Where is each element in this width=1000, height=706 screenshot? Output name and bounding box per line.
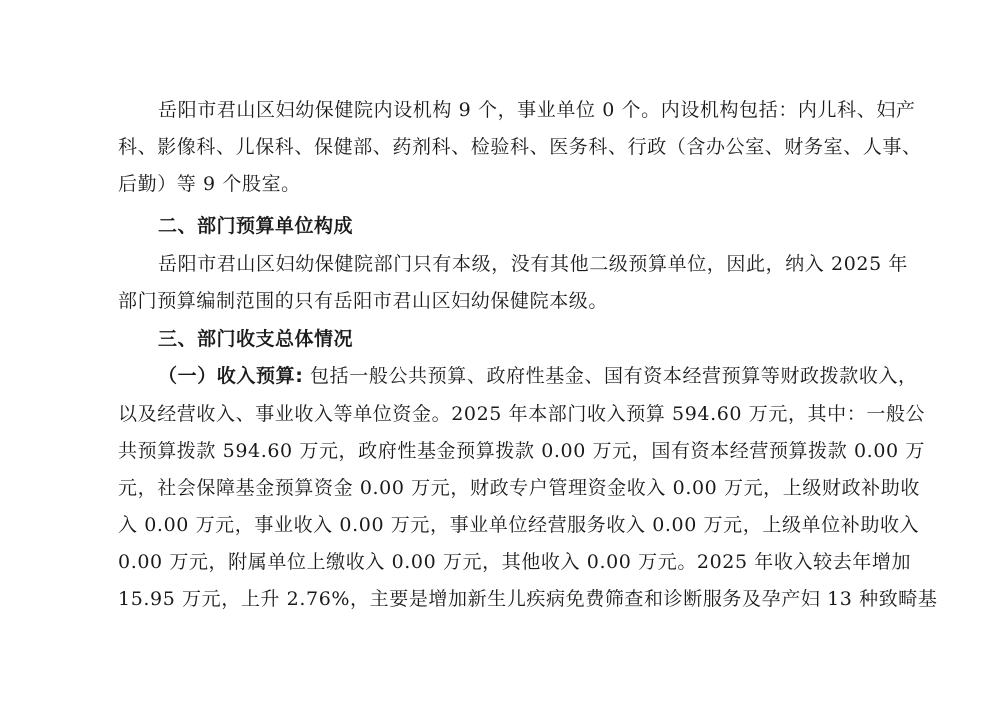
paragraph-line: 岳阳市君山区妇幼保健院内设机构 9 个，事业单位 0 个。内设机构包括：内儿科、妇产 [158,99,916,121]
paragraph-line: 15.95 万元，上升 2.76%，主要是增加新生儿疾病免费筛查和诊断服务及孕产妇 13 种致畸基 [118,588,938,610]
paragraph-line: 岳阳市君山区妇幼保健院部门只有本级，没有其他二级预算单位，因此，纳入 2025 年 [158,253,909,275]
section-heading: 三、部门收支总体情况 [158,328,354,350]
section-heading: 二、部门预算单位构成 [158,215,354,237]
paragraph-line: 元，社会保障基金预算资金 0.00 万元，财政专户管理资金收入 0.00 万元，上级财政补助收 [118,477,920,499]
paragraph-line: 后勤）等 9 个股室。 [118,173,301,195]
paragraph-line: 0.00 万元，附属单位上缴收入 0.00 万元，其他收入 0.00 万元。2025 年收入较去年增加 [118,551,912,573]
paragraph-line [158,364,918,388]
paragraph-line: 共预算拨款 594.60 万元，政府性基金预算拨款 0.00 万元，国有资本经营预算拨款 0.00 万 [118,440,925,462]
paragraph-line: 科、影像科、儿保科、保健部、药剂科、检验科、医务科、行政（含办公室、财务室、人事、 [118,136,922,158]
subsection-heading: （一）收入预算: [158,365,304,387]
paragraph-text: 包括一般公共预算、政府性基金、国有资本经营预算等财政拨款收入， [303,365,918,387]
paragraph-line: 以及经营收入、事业收入等单位资金。2025 年本部门收入预算 594.60 万元，其中：一般公 [118,403,926,425]
paragraph-line: 入 0.00 万元，事业收入 0.00 万元，事业单位经营服务收入 0.00 万元，上级单位补助收入 [118,514,920,536]
paragraph-line: 部门预算编制范围的只有岳阳市君山区妇幼保健院本级。 [118,290,609,312]
